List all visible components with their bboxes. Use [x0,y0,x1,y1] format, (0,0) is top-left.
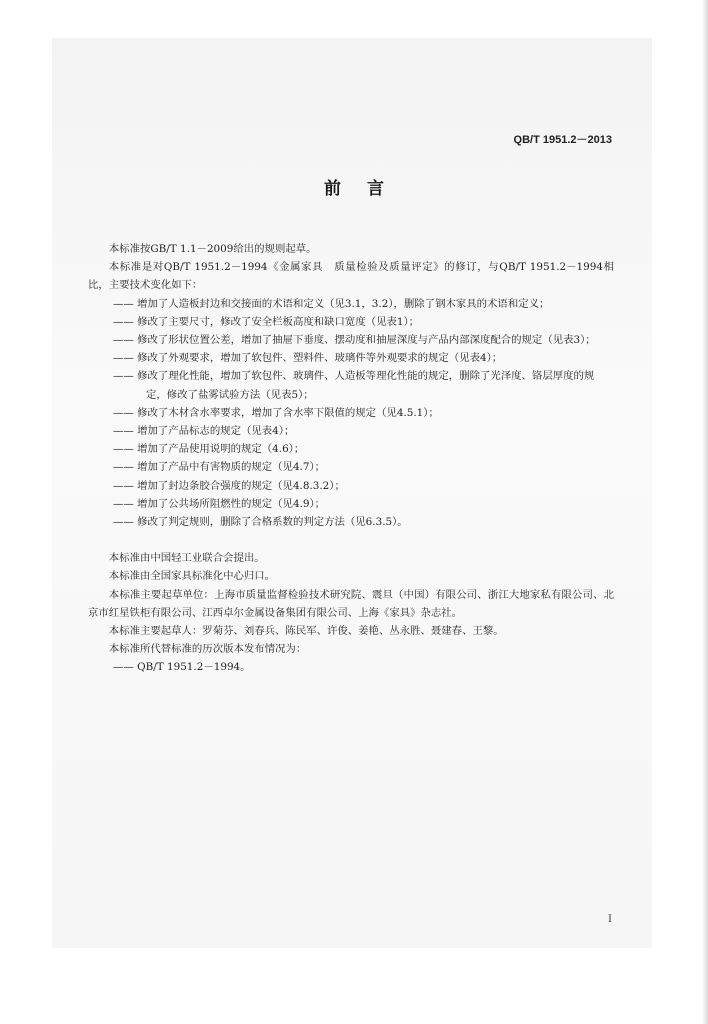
intro-paragraph: 本标准按GB/T 1.1－2009给出的规则起草。 [108,243,317,255]
change-item: —— 修改了主要尺寸，修改了安全栏板高度和缺口宽度（见表1）； [113,315,420,328]
change-item: —— 增加了封边条胶合强度的规定（见4.8.3.2）； [113,479,345,492]
history-item: —— QB/T 1951.2－1994。 [113,661,251,674]
change-item: —— 增加了产品标志的规定（见表4）； [113,425,295,438]
change-item: —— 修改了形状位置公差，增加了抽屉下垂度、摆动度和抽屉深度与产品内部深度配合的规定（见表3）； [113,334,596,347]
change-item: —— 修改了理化性能，增加了软包件、玻璃件、人造板等理化性能的规定，删除了光泽度、铬层厚度的规定，修改了盐雾试验方法（见表5）； [113,370,595,401]
change-item: —— 修改了判定规则，删除了合格系数的判定方法（见6.3.5）。 [113,516,408,529]
paragraph-spacer [88,531,614,549]
history-intro-paragraph: 本标准所代替标准的历次版本发布情况为： [108,643,307,656]
page-title: 前言 [324,179,410,199]
change-item: —— 修改了木材含水率要求，增加了含水率下限值的规定（见4.5.1）； [113,406,439,419]
change-item: —— 增加了产品使用说明的规定（4.6）； [113,443,305,456]
page-number: I [608,914,612,925]
drafting-units-paragraph: 本标准主要起草单位：上海市质量监督检验技术研究院、震旦（中国）有限公司、浙江大地家私有限公司、北京市红星铁柜有限公司、江西卓尔金属设备集团有限公司、上海《家具》杂志社。 [88,588,614,619]
standard-code: QB/T 1951.2－2013 [513,134,612,146]
page-edge-shadow [702,0,708,1024]
intro-paragraph: 本标准是对QB/T 1951.2－1994《金属家具 质量检验及质量评定》的修订，与QB/T 1951.2－1994相比，主要技术变化如下： [88,261,614,292]
proposer-paragraph: 本标准由中国轻工业联合会提出。 [108,552,265,565]
foreword-body [88,240,614,677]
drafters-paragraph: 本标准主要起草人：罗菊芬、刘春兵、陈民军、许俊、姜艳、丛永胜、聂建春、王黎。 [108,625,504,638]
change-item: —— 增加了公共场所阻燃性的规定（见4.9）； [113,497,326,510]
change-item: —— 增加了人造板封边和交接面的术语和定义（见3.1，3.2），删除了钢木家具的术语和定义； [113,297,550,310]
change-item: —— 增加了产品中有害物质的规定（见4.7）； [113,461,326,474]
administrator-paragraph: 本标准由全国家具标准化中心归口。 [108,570,276,583]
change-item: —— 修改了外观要求，增加了软包件、塑料件、玻璃件等外观要求的规定（见表4）； [113,352,503,365]
